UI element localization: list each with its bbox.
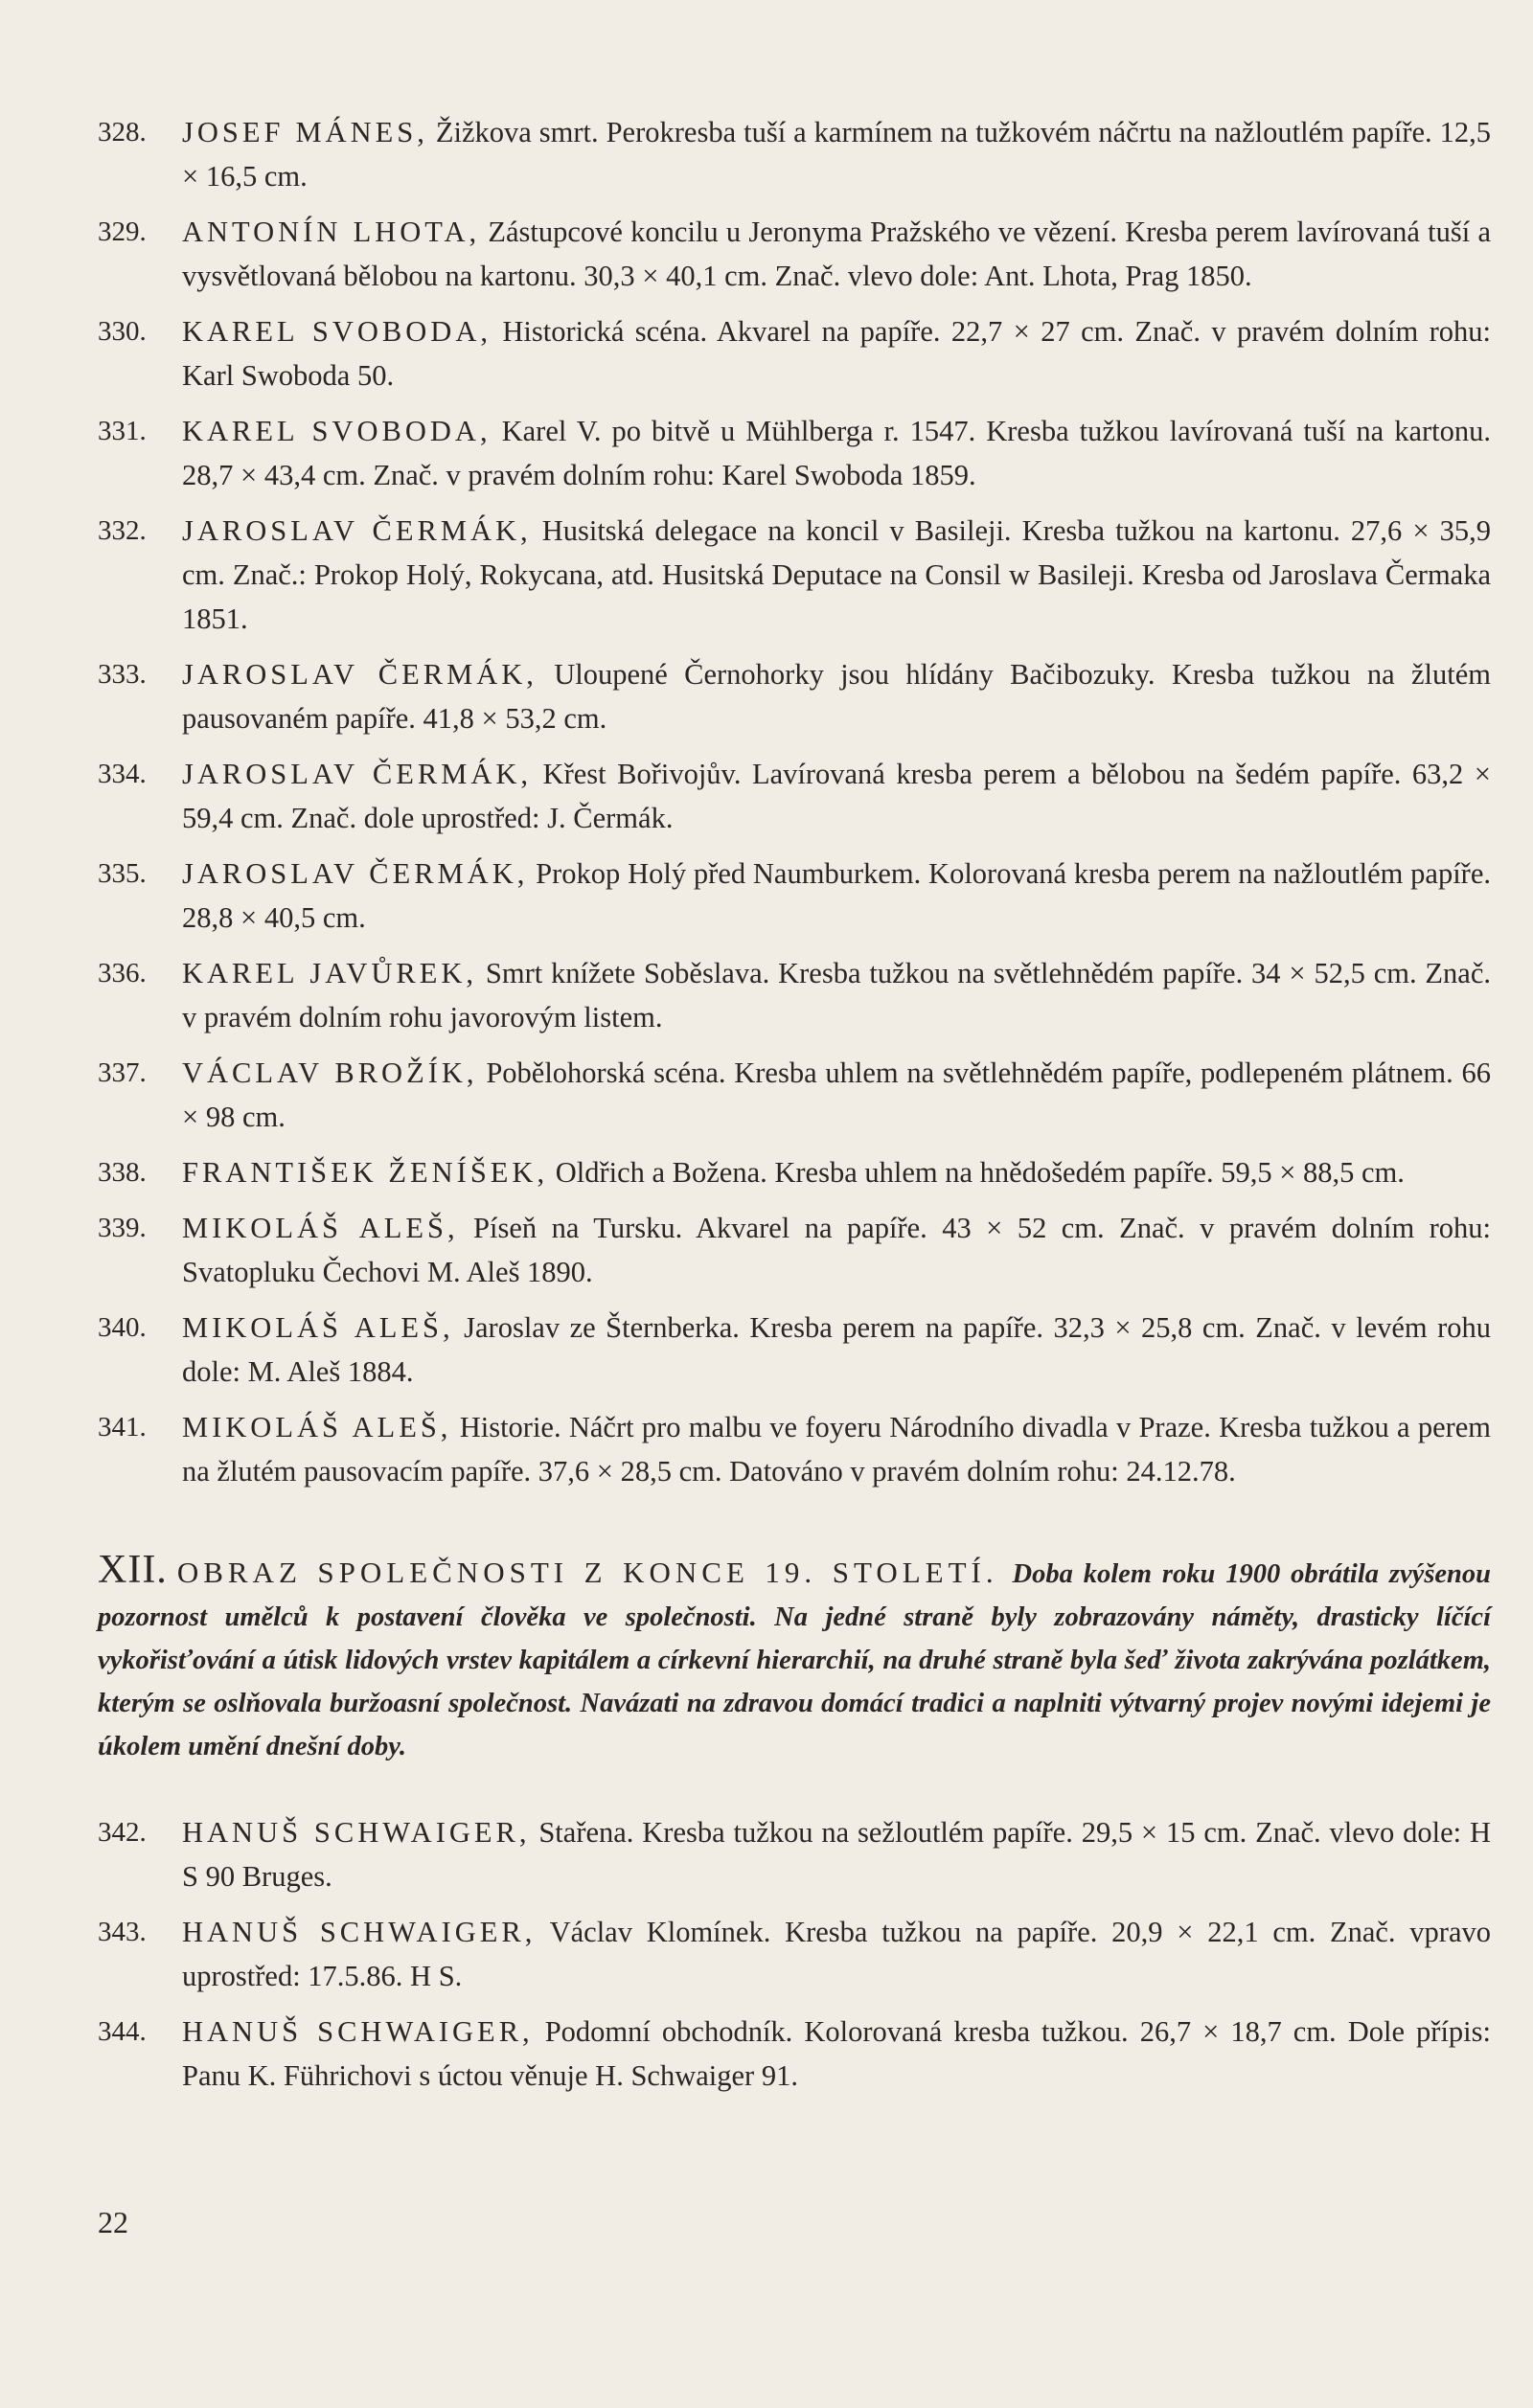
entry-description: Karel V. po bitvě u Mühlberga r. 1547. Kresba tužkou lavírovaná tuší na kartonu. 28,7 × 43,4 cm. Znač. v pravém dolním rohu: Karel Swoboda 1859.	[182, 415, 1492, 491]
entry-number: 332.	[98, 515, 147, 546]
entry-number: 337.	[98, 1057, 147, 1088]
catalog-entry	[98, 1206, 1491, 1294]
catalog-entry	[98, 309, 1491, 398]
entry-number: 330.	[98, 316, 147, 347]
entry-number: 339.	[98, 1213, 147, 1243]
entry-author: MIKOLÁŠ ALEŠ,	[182, 1212, 459, 1244]
section-heading	[98, 1549, 1491, 1768]
entry-description: Historická scéna. Akvarel na papíře. 22,7 × 27 cm. Znač. v pravém dolním rohu: Karl Swoboda 50.	[182, 315, 1492, 392]
entry-author: KAREL SVOBODA,	[182, 315, 492, 348]
entry-author: KAREL SVOBODA,	[182, 415, 492, 447]
entry-description: Pobělohorská scéna. Kresba uhlem na světlehnědém papíře, podlepeném plátnem. 66 × 98 cm.	[182, 1056, 1492, 1133]
entry-number: 338.	[98, 1157, 147, 1188]
entry-description: Václav Klomínek. Kresba tužkou na papíře. 20,9 × 22,1 cm. Znač. vpravo uprostřed: 17.5.86. H S.	[182, 1916, 1491, 1992]
entry-author: HANUŠ SCHWAIGER,	[182, 1816, 531, 1849]
catalog-page	[98, 110, 1491, 2109]
entry-author: HANUŠ SCHWAIGER,	[182, 2015, 534, 2048]
entry-description: Prokop Holý před Naumburkem. Kolorovaná kresba perem na nažloutlém papíře. 28,8 × 40,5 cm.	[182, 857, 1492, 934]
catalog-entry	[98, 951, 1491, 1039]
entry-author: FRANTIŠEK ŽENÍŠEK,	[182, 1156, 549, 1189]
entry-number: 341.	[98, 1412, 147, 1443]
section-title: OBRAZ SPOLEČNOSTI Z KONCE 19. STOLETÍ.	[176, 1556, 998, 1589]
entry-number: 333.	[98, 659, 147, 690]
entry-number: 334.	[98, 759, 147, 789]
entry-description: Stařena. Kresba tužkou na sežloutlém papíře. 29,5 × 15 cm. Znač. vlevo dole: H S 90 Bruges.	[182, 1816, 1492, 1893]
entry-description: Zástupcové koncilu u Jeronyma Pražského ve vězení. Kresba perem lavírovaná tuší a vysvětlovaná bělobou na kartonu. 30,3 × 40,1 cm. Znač. vlevo dole: Ant. Lhota, Prag 1850.	[182, 216, 1492, 292]
entry-author: JAROSLAV ČERMÁK,	[182, 658, 538, 691]
entry-description: Smrt knížete Soběslava. Kresba tužkou na světlehnědém papíře. 34 × 52,5 cm. Znač. v pravém dolním rohu javorovým listem.	[182, 957, 1492, 1034]
entry-number: 343.	[98, 1917, 147, 1947]
catalog-entry	[98, 110, 1491, 198]
entry-author: JAROSLAV ČERMÁK,	[182, 857, 529, 890]
entry-number: 335.	[98, 858, 147, 889]
entry-author: JAROSLAV ČERMÁK,	[182, 514, 532, 547]
catalog-entry	[98, 652, 1491, 740]
entry-author: JAROSLAV ČERMÁK,	[182, 758, 533, 790]
entry-author: MIKOLÁŠ ALEŠ,	[182, 1311, 454, 1344]
entry-list-historical	[98, 110, 1491, 1493]
catalog-entry	[98, 852, 1491, 940]
entry-author: ANTONÍN LHOTA,	[182, 216, 481, 248]
entry-number: 331.	[98, 416, 147, 446]
catalog-entry	[98, 1910, 1491, 1998]
entry-description: Husitská delegace na koncil v Basileji. Kresba tužkou na kartonu. 27,6 × 35,9 cm. Znač.: Prokop Holý, Rokycana, atd. Husitská Deputace na Consil w Basileji. Kresba od Jaroslava Čermaka 1851.	[182, 514, 1491, 635]
entry-description: Oldřich a Božena. Kresba uhlem na hnědošedém papíře. 59,5 × 88,5 cm.	[555, 1156, 1405, 1189]
section-introduction: Doba kolem roku 1900 obrátila zvýšenou pozornost umělců k postavení člověka ve společnosti. Na jedné straně byly zobrazovány náměty, drasticky líčící vykořisťování a útisk lidových vrstev kapitálem a církevní hierarchií, na druhé straně byla šeď života zakrývána pozlátkem, kterým se oslňovala buržoasní společnost. Navázati na zdravou domácí tradici a naplniti výtvarný projev novými idejemi je úkolem umění dnešní doby.	[98, 1559, 1492, 1761]
catalog-entry	[98, 752, 1491, 840]
catalog-entry	[98, 1150, 1491, 1194]
entry-author: MIKOLÁŠ ALEŠ,	[182, 1411, 452, 1443]
entry-number: 336.	[98, 958, 147, 988]
entry-description: Píseň na Tursku. Akvarel na papíře. 43 × 52 cm. Znač. v pravém dolním rohu: Svatopluku Čechovi M. Aleš 1890.	[182, 1212, 1491, 1288]
catalog-entry	[98, 1051, 1491, 1139]
catalog-entry	[98, 1405, 1491, 1493]
entry-number: 342.	[98, 1817, 147, 1848]
catalog-entry	[98, 509, 1491, 641]
entry-description: Jaroslav ze Šternberka. Kresba perem na papíře. 32,3 × 25,8 cm. Znač. v levém rohu dole: M. Aleš 1884.	[182, 1311, 1492, 1388]
entry-list-society	[98, 1810, 1491, 2098]
entry-author: HANUŠ SCHWAIGER,	[182, 1916, 537, 1948]
entry-description: Uloupené Černohorky jsou hlídány Bačibozuky. Kresba tužkou na žlutém pausovaném papíře. 41,8 × 53,2 cm.	[182, 658, 1492, 735]
catalog-entry	[98, 2010, 1491, 2098]
entry-author: JOSEF MÁNES,	[182, 116, 428, 148]
entry-description: Podomní obchodník. Kolorovaná kresba tužkou. 26,7 × 18,7 cm. Dole přípis: Panu K. Führichovi s úctou věnuje H. Schwaiger 91.	[182, 2015, 1491, 2092]
catalog-entry	[98, 1810, 1491, 1898]
catalog-entry	[98, 1306, 1491, 1394]
entry-number: 344.	[98, 2016, 147, 2047]
entry-author: VÁCLAV BROŽÍK,	[182, 1056, 478, 1089]
section-number: XII.	[98, 1548, 168, 1592]
entry-number: 328.	[98, 117, 147, 148]
entry-number: 329.	[98, 216, 147, 247]
entry-description: Křest Bořivojův. Lavírovaná kresba perem a bělobou na šedém papíře. 63,2 × 59,4 cm. Znač. dole uprostřed: J. Čermák.	[182, 758, 1492, 834]
entry-description: Žižkova smrt. Perokresba tuší a karmínem na tužkovém náčrtu na nažloutlém papíře. 12,5 × 16,5 cm.	[182, 116, 1492, 193]
page-number: 22	[98, 2205, 128, 2239]
entry-author: KAREL JAVŮREK,	[182, 957, 478, 989]
catalog-entry	[98, 210, 1491, 298]
entry-number: 340.	[98, 1312, 147, 1343]
entry-description: Historie. Náčrt pro malbu ve foyeru Národního divadla v Praze. Kresba tužkou a perem na žlutém pausovacím papíře. 37,6 × 28,5 cm. Datováno v pravém dolním rohu: 24.12.78.	[182, 1411, 1492, 1488]
catalog-entry	[98, 409, 1491, 497]
